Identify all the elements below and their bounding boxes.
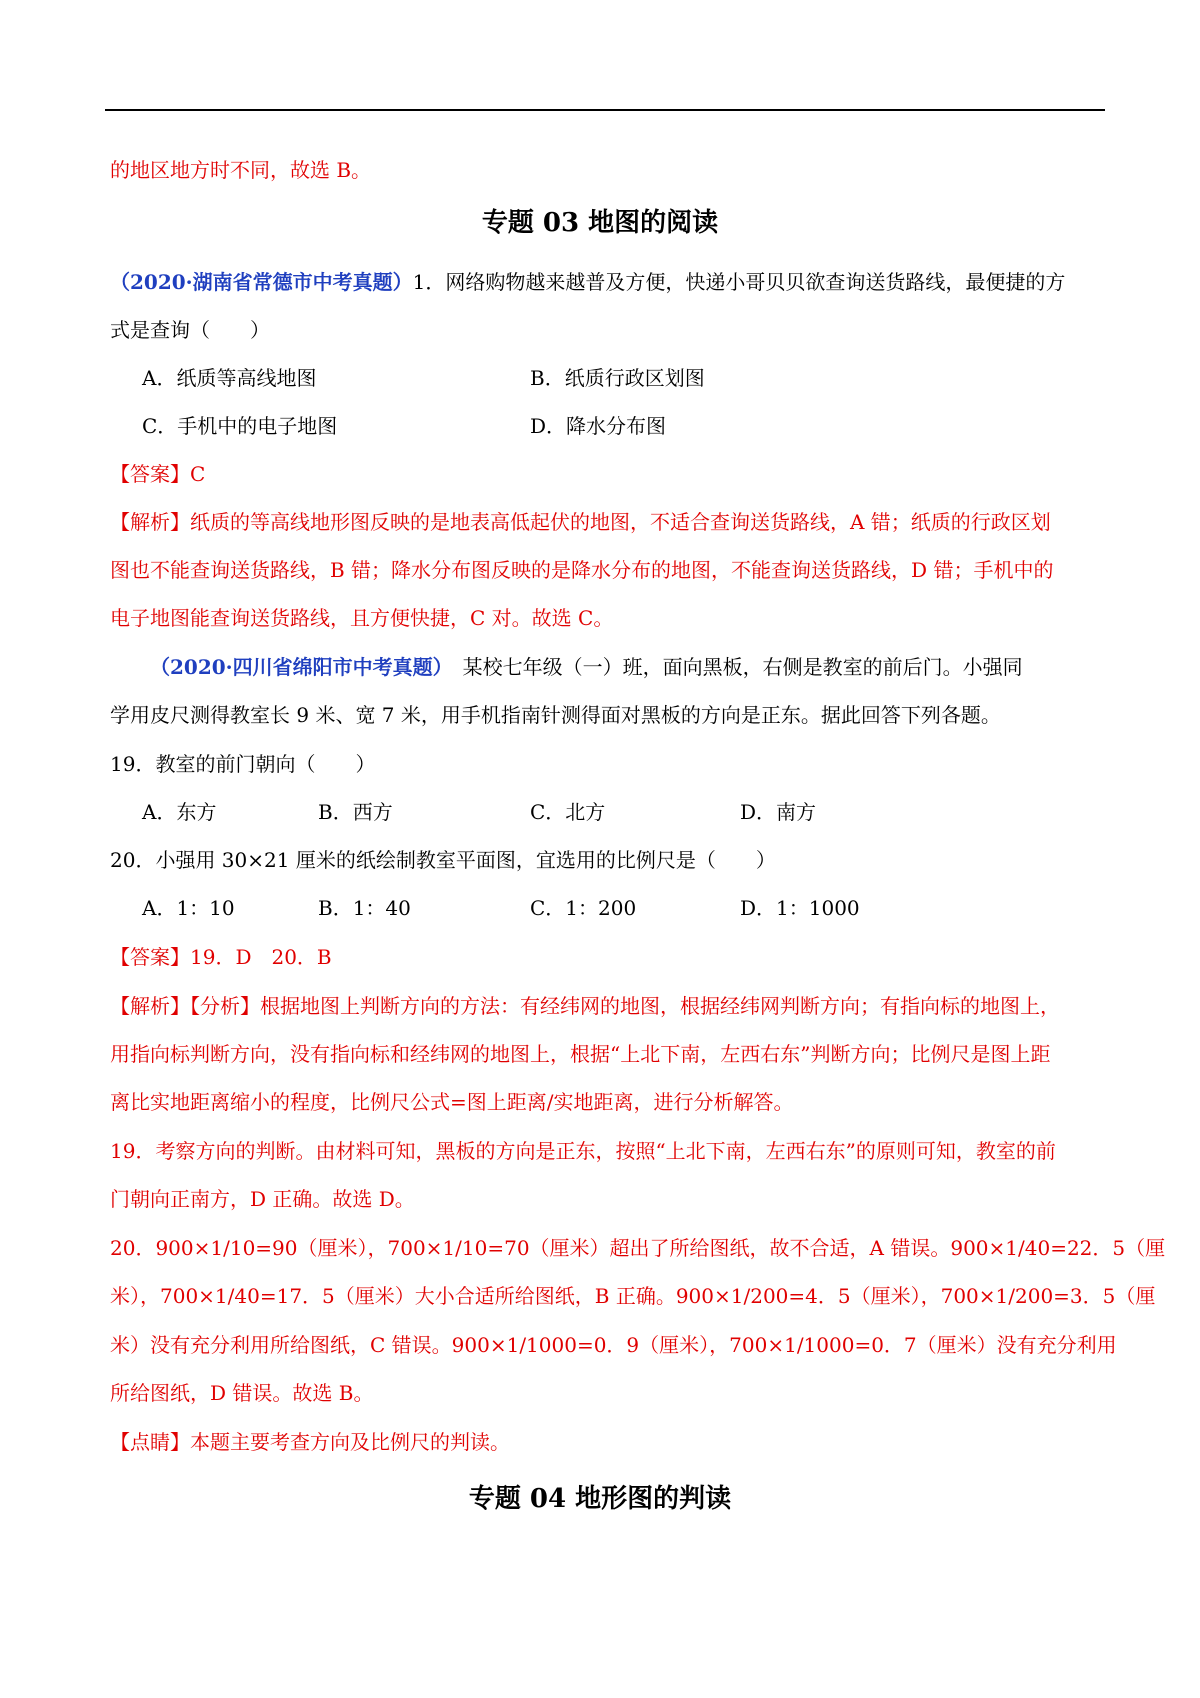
q1-analysis-line: 电子地图能查询送货路线，且方便快捷，C 对。故选 C。 (110, 606, 614, 630)
group-analysis-line: 用指向标判断方向，没有指向标和经纬网的地图上，根据“上北下南，左西右东”判断方向；比例尺是图上距 (110, 1042, 1051, 1066)
q1-stem-line1: （2020·湖南省常德市中考真题）1．网络购物越来越普及方便，快递小哥贝贝欲查询送货路线，最便捷的方 (110, 270, 1066, 294)
group-analysis-line: 【解析】【分析】根据地图上判断方向的方法：有经纬网的地图，根据经纬网判断方向；有指向标的地图上， (110, 994, 1060, 1018)
q1-option-a: A．纸质等高线地图 (142, 366, 317, 390)
section-04-title: 专题 04 地形图的判读 (468, 1484, 732, 1514)
q20-option-b: B．1：40 (318, 896, 411, 920)
group-material-line1: （2020·四川省绵阳市中考真题） 某校七年级（一）班，面向黑板，右侧是教室的前后门。小强同 (150, 655, 1023, 679)
group-note: 【点睛】本题主要考查方向及比例尺的判读。 (110, 1430, 510, 1454)
q19-option-c: C．北方 (530, 800, 606, 824)
q19-option-d: D．南方 (740, 800, 817, 824)
previous-answer-tail: 的地区地方时不同，故选 B。 (110, 158, 372, 182)
q1-analysis-line: 图也不能查询送货路线，B 错；降水分布图反映的是降水分布的地图，不能查询送货路线，D 错；手机中的 (110, 558, 1054, 582)
group-analysis-line: 米），700×1/40=17．5（厘米）大小合适所给图纸，B 正确。900×1/200=4．5（厘米），700×1/200=3．5（厘 (110, 1284, 1156, 1308)
q19-option-b: B．西方 (318, 800, 393, 824)
q1-option-b: B．纸质行政区划图 (530, 366, 705, 390)
q1-source: （2020·湖南省常德市中考真题） (110, 270, 413, 294)
q20-option-d: D．1：1000 (740, 896, 860, 920)
group-analysis-line: 门朝向正南方，D 正确。故选 D。 (110, 1187, 415, 1211)
group-material-line2: 学用皮尺测得教室长 9 米、宽 7 米，用手机指南针测得面对黑板的方向是正东。据此回答下列各题。 (110, 703, 1001, 727)
q20-option-a: A．1：10 (142, 896, 235, 920)
q20-option-c: C．1：200 (530, 896, 637, 920)
section-03-title: 专题 03 地图的阅读 (481, 208, 719, 238)
q1-analysis-line: 【解析】纸质的等高线地形图反映的是地表高低起伏的地图，不适合查询送货路线，A 错；纸质的行政区划 (110, 510, 1051, 534)
group-analysis-line: 20．900×1/10=90（厘米），700×1/10=70（厘米）超出了所给图纸，故不合适，A 错误。900×1/40=22．5（厘 (110, 1236, 1166, 1260)
group-analysis-line: 19．考察方向的判断。由材料可知，黑板的方向是正东，按照“上北下南，左西右东”的原则可知，教室的前 (110, 1139, 1056, 1163)
group-source: （2020·四川省绵阳市中考真题） (150, 655, 443, 679)
q1-option-c: C．手机中的电子地图 (142, 414, 338, 438)
q20-stem: 20．小强用 30×21 厘米的纸绘制教室平面图，宜选用的比例尺是（ ） (110, 848, 776, 872)
group-analysis-line: 所给图纸，D 错误。故选 B。 (110, 1381, 374, 1405)
q1-stem-line2: 式是查询（ ） (110, 318, 270, 342)
group-analysis-line: 离比实地距离缩小的程度，比例尺公式=图上距离/实地距离，进行分析解答。 (110, 1090, 794, 1114)
q19-stem: 19．教室的前门朝向（ ） (110, 752, 376, 776)
group-answer: 【答案】19．D 20．B (110, 945, 332, 969)
q1-option-d: D．降水分布图 (530, 414, 667, 438)
header-rule (105, 109, 1105, 111)
q19-option-a: A．东方 (142, 800, 217, 824)
group-analysis-line: 米）没有充分利用所给图纸，C 错误。900×1/1000=0．9（厘米），700×1/1000=0．7（厘米）没有充分利用 (110, 1333, 1117, 1357)
q1-answer: 【答案】C (110, 462, 206, 486)
